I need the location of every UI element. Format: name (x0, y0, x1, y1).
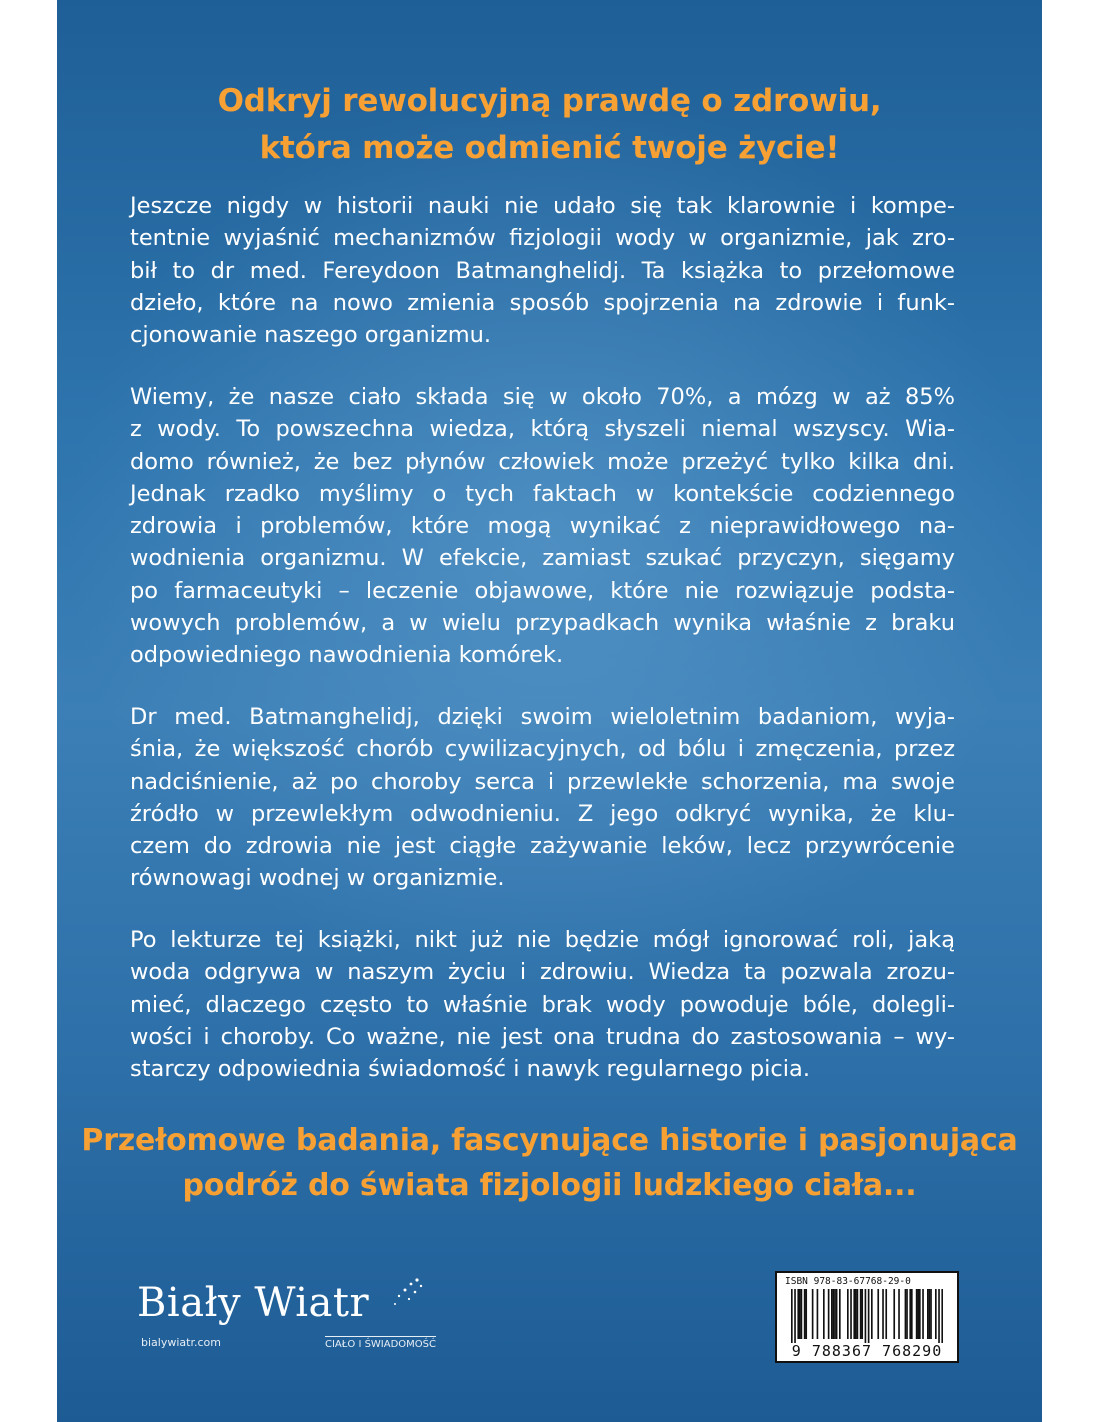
barcode-bar (857, 1289, 859, 1339)
paragraph-line: zdrowia i problemów, które mogą wynikać z nieprawidłowego na- (130, 513, 955, 540)
paragraph-1 (130, 190, 955, 351)
isbn-barcode (775, 1271, 959, 1363)
barcode-bar (906, 1289, 908, 1339)
publisher-url: bialywiatr.com (141, 1336, 221, 1349)
barcode-bar (836, 1289, 838, 1339)
barcode-bar (917, 1289, 919, 1339)
sparkle-icon (387, 1274, 427, 1314)
barcode-bar (855, 1289, 857, 1339)
paragraph-3 (130, 701, 955, 895)
publisher-name: Biały Wiatr (137, 1280, 370, 1326)
barcode-bar (791, 1289, 793, 1343)
barcode-bar (919, 1289, 921, 1339)
paragraph-line: starczy odpowiednia świadomość i nawyk regularnego picia. (130, 1056, 810, 1083)
barcode-bar (877, 1289, 879, 1339)
barcode-bar (847, 1289, 849, 1339)
barcode-bar (860, 1289, 862, 1339)
barcode-bars (791, 1289, 943, 1343)
paragraph-line: po farmaceutyki – leczenie objawowe, które nie rozwiązuje podsta- (130, 577, 955, 604)
barcode-bar (801, 1289, 803, 1339)
barcode-bar (834, 1289, 836, 1339)
barcode-bar (893, 1289, 895, 1339)
barcode-bar (861, 1289, 863, 1339)
publisher-logo (137, 1272, 437, 1362)
barcode-bar (804, 1289, 806, 1339)
barcode-bar (929, 1289, 931, 1339)
headline-bottom-line-2: podróż do świata fizjologii ludzkiego ciała... (182, 1168, 917, 1203)
barcode-bar (905, 1289, 907, 1339)
paragraph-line: cjonowanie naszego organizmu. (130, 322, 492, 349)
book-back-cover (57, 0, 1042, 1422)
barcode-bar (922, 1289, 924, 1339)
paragraph-line: Wiemy, że nasze ciało składa się w około 70%, a mózg w aż 85% (130, 384, 955, 410)
headline-bottom (57, 1118, 1042, 1208)
barcode-bar (938, 1289, 940, 1343)
paragraph-2 (130, 381, 955, 672)
paragraph-line: wowych problemów, a w wielu przypadkach wynika właśnie z braku (130, 610, 955, 637)
paragraph-line: tentnie wyjaśnić mechanizmów fizjologii wody w organizmie, jak zro- (130, 225, 955, 252)
paragraph-line: woda odgrywa w naszym życiu i zdrowiu. Wiedza ta pozwala zrozu- (130, 959, 955, 986)
barcode-bar (909, 1289, 911, 1339)
barcode-bar (797, 1289, 799, 1339)
barcode-bar (833, 1289, 835, 1339)
barcode-bar (805, 1289, 807, 1339)
paragraph-line: wości i choroby. Co ważne, nie jest ona trudna do zastosowania – wy- (130, 1023, 955, 1050)
paragraph-line: mieć, dlaczego często to właśnie brak wody powoduje bóle, dolegli- (130, 991, 955, 1018)
barcode-bar (823, 1289, 825, 1339)
barcode-bar (927, 1289, 929, 1339)
isbn-label: ISBN 978-83-67768-29-0 (785, 1276, 911, 1287)
barcode-bar (916, 1289, 918, 1339)
headline-top (57, 78, 1042, 172)
paragraph-line: Dr med. Batmanghelidj, dzięki swoim wieloletnim badaniom, wyja- (130, 704, 955, 730)
barcode-bar (930, 1289, 932, 1339)
barcode-bar (831, 1289, 833, 1339)
barcode-bar (935, 1289, 937, 1339)
paragraph-line: równowagi wodnej w organizmie. (130, 865, 505, 892)
barcode-bar (794, 1289, 796, 1343)
publisher-tagline: CIAŁO I ŚWIADOMOŚĆ (325, 1336, 436, 1350)
barcode-bar (853, 1289, 855, 1339)
barcode-bar (799, 1289, 801, 1339)
paragraph-line: nadciśnienie, aż po choroby serca i przewlekłe schorzenia, ma swoje (130, 768, 955, 795)
paragraph-line: Jednak rzadko myślimy o tych faktach w kontekście codziennego (130, 480, 955, 507)
paragraph-line: Po lekturze tej książki, nikt już nie będzie mógł ignorować roli, jaką (130, 927, 955, 953)
headline-bottom-line-1: Przełomowe badania, fascynujące historie i pasjonująca (81, 1123, 1018, 1158)
barcode-bar (871, 1289, 873, 1339)
barcode-bar (911, 1289, 913, 1339)
paragraph-line: czem do zdrowia nie jest ciągłe zażywanie leków, lecz przywrócenie (130, 833, 955, 860)
paragraph-line: odpowiedniego nawodnienia komórek. (130, 642, 564, 669)
headline-top-line-2: która może odmienić twoje życie! (259, 130, 840, 166)
barcode-bar (817, 1289, 819, 1339)
paragraph-line: bił to dr med. Fereydoon Batmanghelidj. Ta książka to przełomowe (130, 257, 955, 284)
barcode-bar (865, 1289, 867, 1343)
paragraph-line: wodnienia organizmu. W efekcie, zamiast szukać przyczyn, sięgamy (130, 545, 955, 572)
barcode-bar (885, 1289, 887, 1339)
paragraph-line: z wody. To powszechna wiedza, którą słyszeli niemal wszyscy. Wia- (130, 416, 955, 443)
barcode-bar (941, 1289, 943, 1343)
barcode-digits: 9 788367 768290 (791, 1342, 943, 1360)
barcode-bar (882, 1289, 884, 1339)
barcode-bar (839, 1289, 841, 1339)
paragraph-line: źródło w przewlekłym odwodnieniu. Z jego odkryć wynika, że klu- (130, 800, 955, 827)
paragraph-line: Jeszcze nigdy w historii nauki nie udało się tak klarownie i kompe- (130, 193, 955, 219)
barcode-bar (850, 1289, 852, 1339)
paragraph-line: domo również, że bez płynów człowiek może przeżyć tylko kilka dni. (130, 448, 955, 475)
barcode-bar (898, 1289, 900, 1339)
barcode-bar (812, 1289, 814, 1339)
barcode-bar (868, 1289, 870, 1343)
paragraph-4 (130, 924, 955, 1085)
barcode-bar (828, 1289, 830, 1339)
headline-top-line-1: Odkryj rewolucyjną prawdę o zdrowiu, (217, 83, 882, 119)
paragraph-line: dzieło, które na nowo zmienia sposób spojrzenia na zdrowie i funk- (130, 289, 955, 316)
paragraph-line: śnia, że większość chorób cywilizacyjnych, od bólu i zmęczenia, przez (130, 736, 955, 763)
